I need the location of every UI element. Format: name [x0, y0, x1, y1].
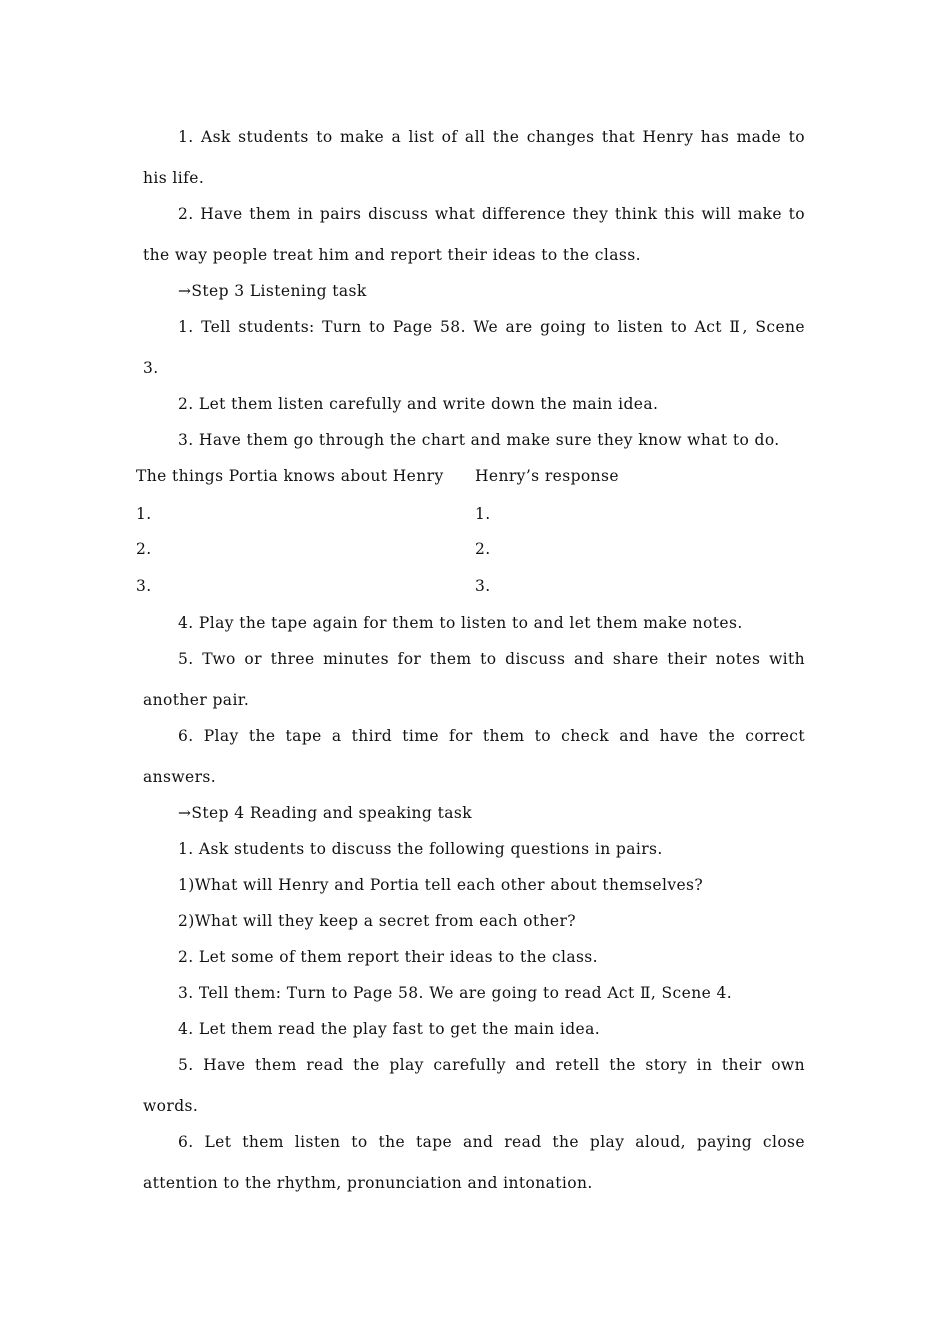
step-4-question-1: 1)What will Henry and Portia tell each other about themselves?: [178, 876, 704, 894]
chart-row-1-left: 1.: [136, 505, 152, 523]
step-4-item-6-line-1: 6. Let them listen to the tape and read the play aloud, paying close: [178, 1133, 805, 1151]
chart-row-2-left: 2.: [136, 540, 152, 558]
chart-header-henry: Henry’s response: [475, 467, 619, 485]
step-3-item-5-line-1: 5. Two or three minutes for them to discuss and share their notes with: [178, 650, 805, 668]
step-4-item-3: 3. Tell them: Turn to Page 58. We are going to read Act Ⅱ, Scene 4.: [178, 984, 733, 1002]
step-4-item-5-line-2: words.: [143, 1097, 199, 1115]
step-4-heading: →Step 4 Reading and speaking task: [178, 804, 473, 822]
step-4-item-2: 2. Let some of them report their ideas to the class.: [178, 948, 598, 966]
intro-item-1-line-1: 1. Ask students to make a list of all the changes that Henry has made to: [178, 128, 805, 146]
chart-row-1-right: 1.: [475, 505, 491, 523]
step-4-item-4: 4. Let them read the play fast to get the main idea.: [178, 1020, 601, 1038]
step-3-item-1-line-1: 1. Tell students: Turn to Page 58. We are going to listen to Act Ⅱ, Scene: [178, 318, 805, 336]
chart-row-3-left: 3.: [136, 577, 152, 595]
step-3-item-2: 2. Let them listen carefully and write down the main idea.: [178, 395, 659, 413]
chart-row-3-right: 3.: [475, 577, 491, 595]
step-3-item-6-line-2: answers.: [143, 768, 217, 786]
step-4-question-2: 2)What will they keep a secret from each other?: [178, 912, 576, 930]
step-3-item-5-line-2: another pair.: [143, 691, 250, 709]
step-3-item-6-line-1: 6. Play the tape a third time for them to check and have the correct: [178, 727, 805, 745]
step-3-item-3: 3. Have them go through the chart and make sure they know what to do.: [178, 431, 780, 449]
step-3-item-4: 4. Play the tape again for them to listen to and let them make notes.: [178, 614, 743, 632]
intro-item-1-line-2: his life.: [143, 169, 205, 187]
intro-item-2-line-2: the way people treat him and report their ideas to the class.: [143, 246, 641, 264]
step-4-item-6-line-2: attention to the rhythm, pronunciation and intonation.: [143, 1174, 593, 1192]
step-3-heading: →Step 3 Listening task: [178, 282, 367, 300]
step-4-item-1: 1. Ask students to discuss the following questions in pairs.: [178, 840, 663, 858]
intro-item-2-line-1: 2. Have them in pairs discuss what difference they think this will make to: [178, 205, 805, 223]
step-3-item-1-line-2: 3.: [143, 359, 159, 377]
chart-header-portia: The things Portia knows about Henry: [136, 467, 444, 485]
chart-row-2-right: 2.: [475, 540, 491, 558]
step-4-item-5-line-1: 5. Have them read the play carefully and retell the story in their own: [178, 1056, 805, 1074]
